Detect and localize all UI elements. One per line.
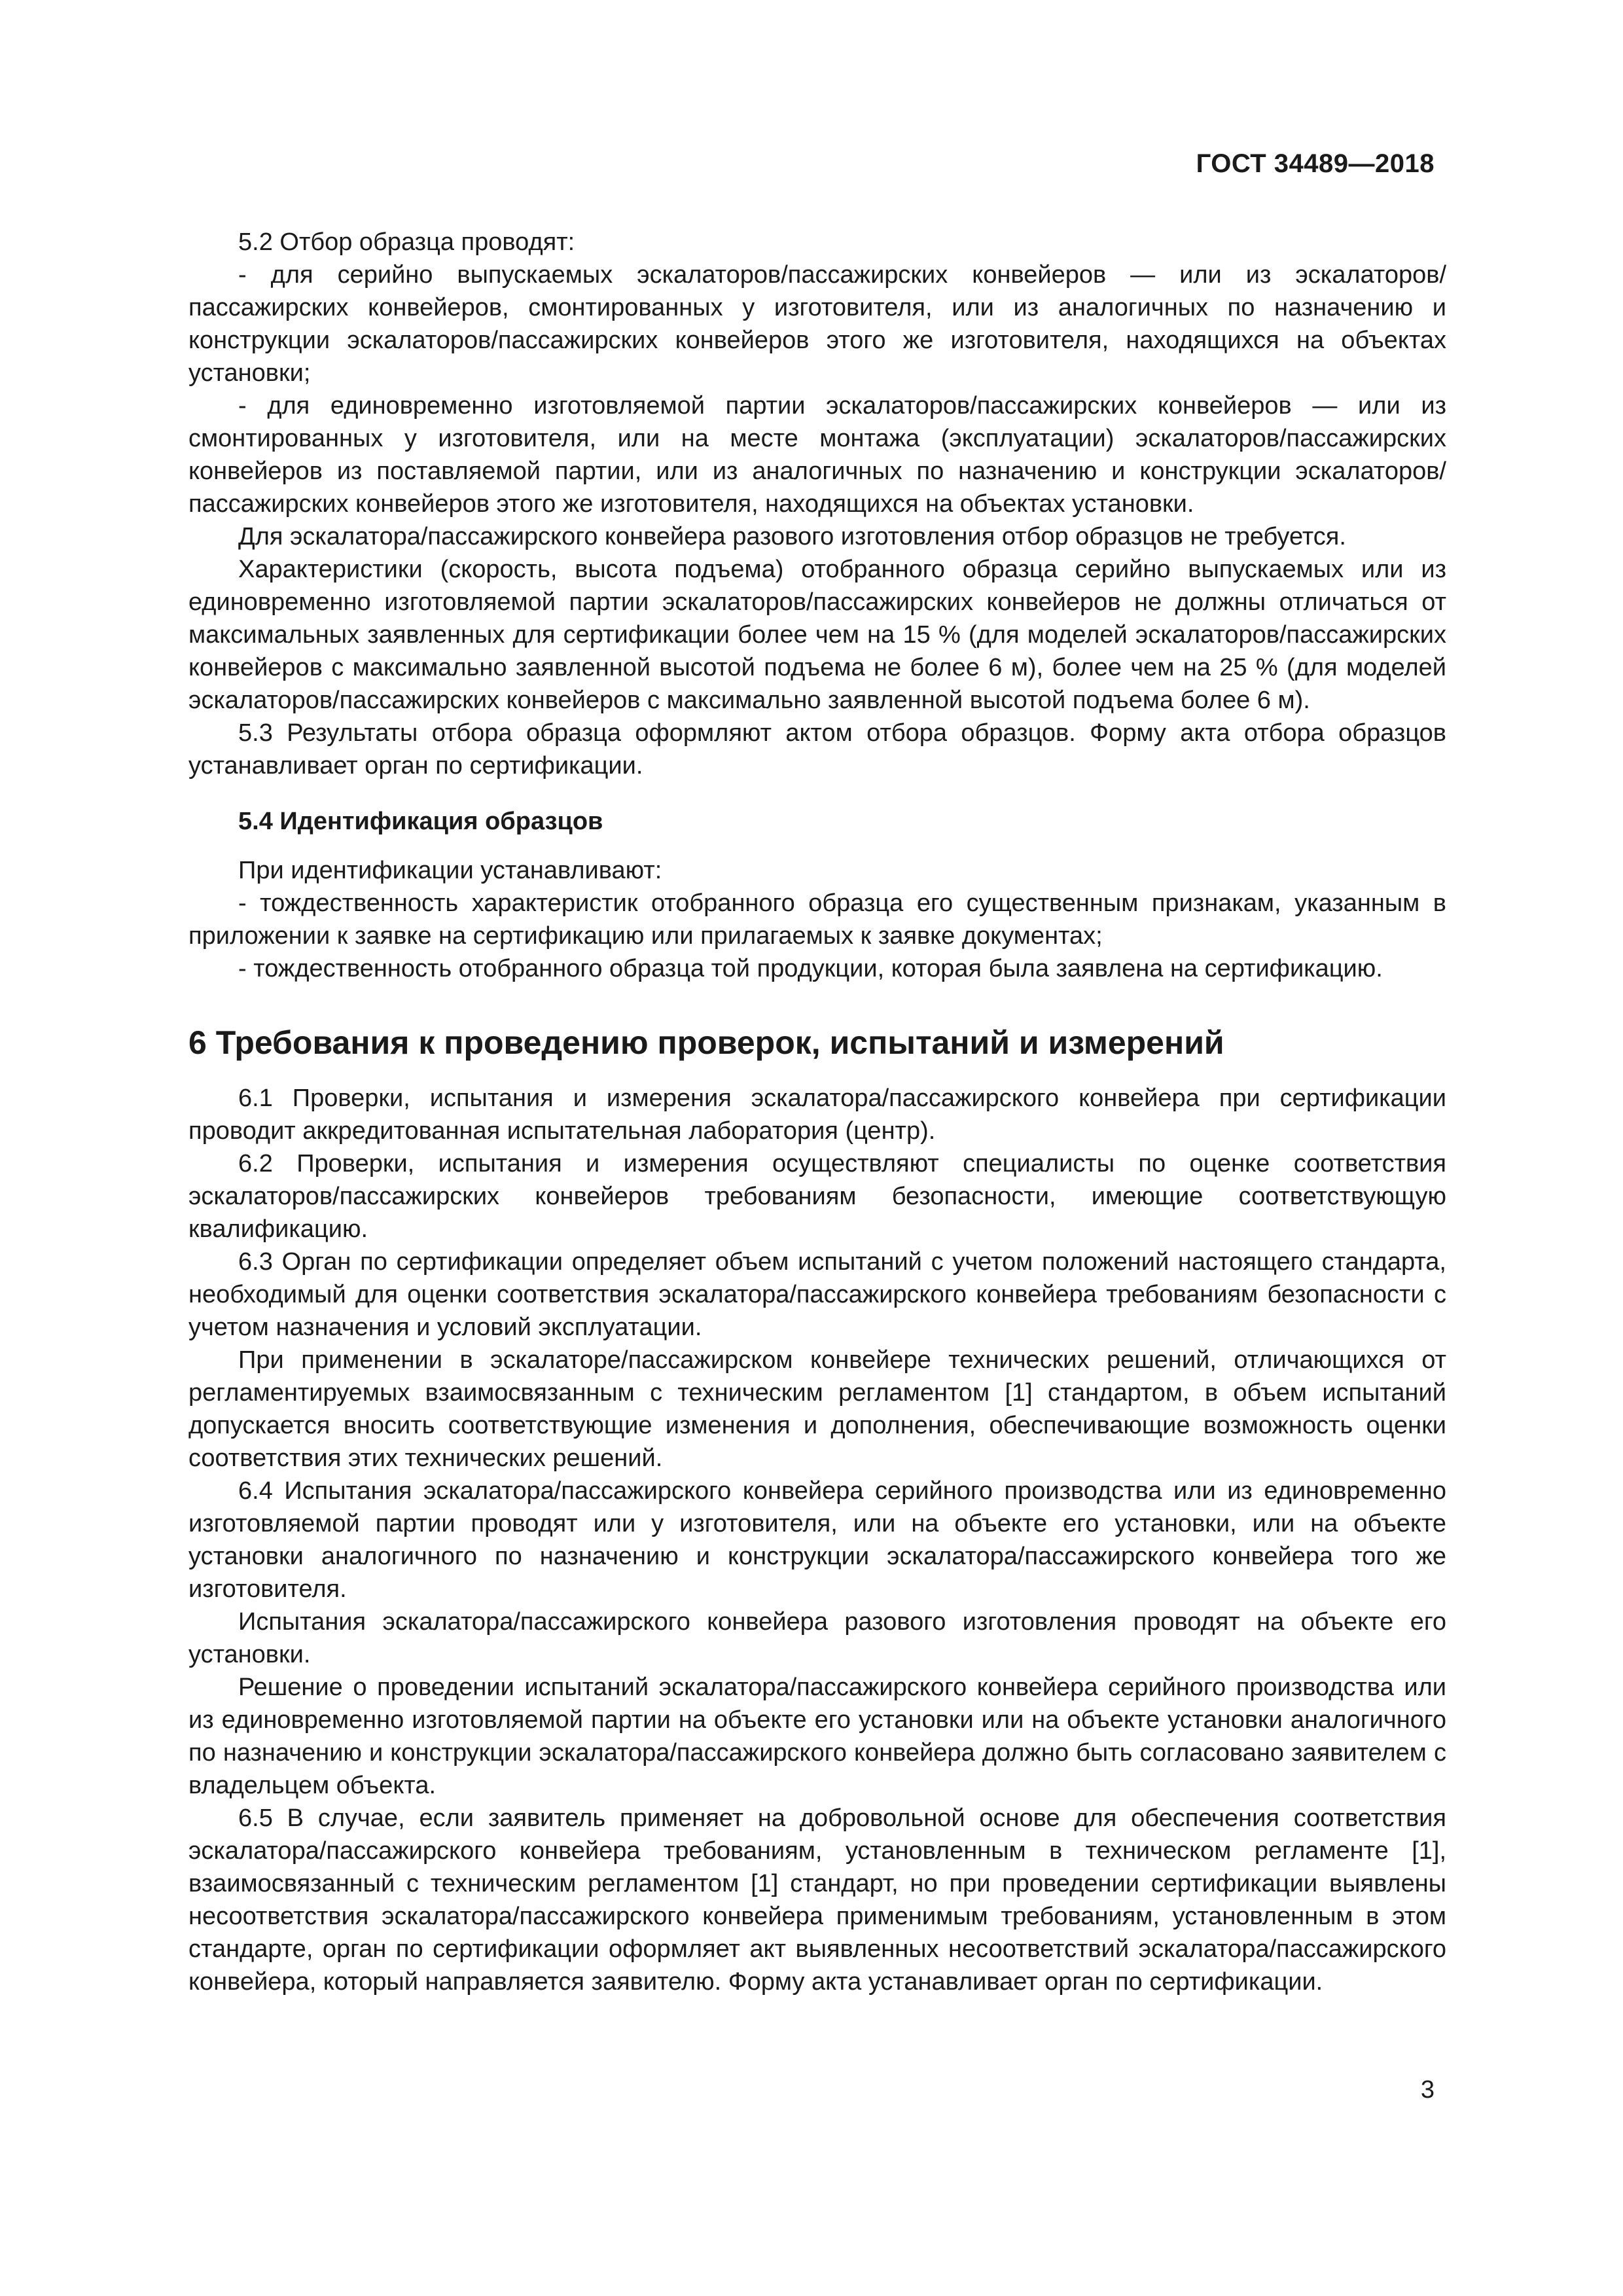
- paragraph: Решение о проведении испытаний эскалатора/пассажирского конвейера серийного производства или из единовременно изготовляемой партии на объекте его установки или на объекте установки аналогичного по назначению и конструкции эскалатора/пассажирского конвейера должно быть согласовано заявителем с владельцем объекта.: [188, 1674, 1446, 1799]
- clause-6-2: 6.2 Проверки, испытания и измерения осуществляют специалисты по оценке соответствия эскалаторов/пассажирских конвейеров требованиям безопасности, имеющие соответствующую квалификацию.: [188, 1150, 1446, 1243]
- clause-6-5: 6.5 В случае, если заявитель применяет на добровольной основе для обеспечения соответствия эскалатора/пассажирского конвейера требованиям, установленным в техническом регламенте [1], взаимосвязанный с техническим регламентом [1] стандарт, но при проведении сертификации выявлены несоответствия эскалатора/пассажирского конвейера применимым требованиям, установленным в этом стандарте, орган по сертификации оформляет акт выявленных несоответствий эскалатора/пассажирского конвейера, который направляется заявителю. Форму акта устанавливает орган по сертификации.: [188, 1804, 1446, 1996]
- list-item: - тождественность отобранного образца той продукции, которая была заявлена на сертификацию.: [238, 955, 1383, 982]
- page-number: 3: [1420, 2076, 1435, 2104]
- paragraph: При применении в эскалаторе/пассажирском конвейере технических решений, отличающихся от регламентируемых взаимосвязанным с техническим регламентом [1] стандартом, в объем испытаний допускается вносить соответствующие изменения и дополнения, обеспечивающие возможность оценки соответствия этих технических решений.: [188, 1346, 1446, 1472]
- clause-6-1: 6.1 Проверки, испытания и измерения эскалатора/пассажирского конвейера при сертификации проводит аккредитованная испытательная лаборатория (центр).: [188, 1085, 1446, 1145]
- clause-5-3: 5.3 Результаты отбора образца оформляют актом отбора образцов. Форму акта отбора образцов устанавливает орган по сертификации.: [188, 719, 1446, 780]
- list-item: - тождественность характеристик отобранного образца его существенным признакам, указанным в приложении к заявке на сертификацию или прилагаемых к заявке документах;: [188, 889, 1446, 950]
- paragraph: Характеристики (скорость, высота подъема) отобранного образца серийно выпускаемых или из единовременно изготовляемой партии эскалаторов/пассажирских конвейеров не должны отличаться от максимальных заявленных для сертификации более чем на 15 % (для моделей эскалаторов/пассажирских конвейеров с максимально заявленной высотой подъема не более 6 м), более чем на 25 % (для моделей эскалаторов/пассажирских конвейеров с максимально заявленной высотой подъема более 6 м).: [188, 556, 1446, 714]
- section-heading-6: 6 Требования к проведению проверок, испытаний и измерений: [188, 1024, 1224, 1061]
- subsection-heading-5-4: 5.4 Идентификация образцов: [238, 808, 603, 835]
- clause-6-3: 6.3 Орган по сертификации определяет объем испытаний с учетом положений настоящего стандарта, необходимый для оценки соответствия эскалатора/пассажирского конвейера требованиям безопасности с учетом назначения и условий эксплуатации.: [188, 1248, 1446, 1341]
- document-code: ГОСТ 34489—2018: [1196, 149, 1435, 178]
- paragraph: При идентификации устанавливают:: [238, 857, 662, 884]
- clause-5-2: 5.2 Отбор образца проводят:: [238, 228, 575, 256]
- clause-6-4: 6.4 Испытания эскалатора/пассажирского конвейера серийного производства или из единовременно изготовляемой партии проводят или у изготовителя, или на объекте его установки, или на объекте установки аналогичного по назначению и конструкции эскалатора/пассажирского конвейера того же изготовителя.: [188, 1477, 1446, 1603]
- list-item: - для серийно выпускаемых эскалаторов/пассажирских конвейеров — или из эскалаторов/пассажирских конвейеров, смонтированных у изготовителя, или из аналогичных по назначению и конструкции эскалаторов/пассажирских конвейеров этого же изготовителя, находящихся на объектах установки;: [188, 261, 1446, 387]
- paragraph: Испытания эскалатора/пассажирского конвейера разового изготовления проводят на объекте его установки.: [188, 1608, 1446, 1668]
- paragraph: Для эскалатора/пассажирского конвейера разового изготовления отбор образцов не требуется.: [238, 523, 1346, 550]
- document-body: [188, 226, 1446, 1998]
- list-item: - для единовременно изготовляемой партии эскалаторов/пассажирских конвейеров — или из смонтированных у изготовителя, или на месте монтажа (эксплуатации) эскалаторов/пассажирских конвейеров из поставляемой партии, или из аналогичных по назначению и конструкции эскалаторов/пассажирских конвейеров этого же изготовителя, находящихся на объектах установки.: [188, 392, 1446, 518]
